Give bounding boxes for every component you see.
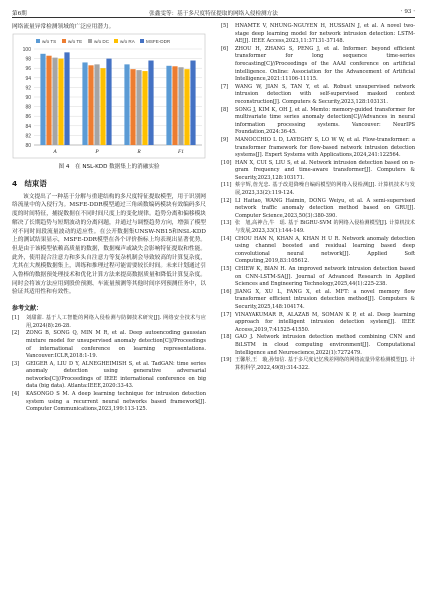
reference-number: [10] [221,159,232,166]
left-column [12,23,206,414]
reference-number: [17] [221,311,232,318]
reference-number: [2] [12,330,20,337]
reference-text: GEIGER A, LIU D Y, ALNEGHEIMISH S, et al. TadGAN: time series anomaly detection using generative adversarial networks[C]//Proceedings of IEEE international conference on big data (big data). Atlanta:IEEE,2020:33-43. [26,360,206,390]
intro-line: 网络流量异常检测领域的广泛应用潜力。 [12,24,115,30]
bar [124,64,129,145]
legend-swatch [36,39,40,43]
figure-caption: 图 4 在 NSL-KDD 数据集上的消融实验 [58,163,160,170]
reference-number: [5] [221,23,229,29]
reference-number: [1] [12,315,20,322]
legend-swatch [62,39,66,43]
x-category-label: R [137,148,141,155]
reference-item [221,182,415,197]
legend-label: w/o DC [94,38,110,44]
conclusion-paragraph: 该文提出了一种基于分解与重建结构的多尺度特征提取模型，用于识别网络流量中的入侵行为。MSFE-DDR模型通过三角函数编码模块有效编码多尺度的时间特征，捕捉数据在不同时间尺度上的变化规律。趋势分离和偏移模块解决了长期趋势与短期波动的分离问题，并通过与调整趋势方向，增强了模型对不同时间段流量波动的适应性。在公开数据集UNSW-NB15和NSL-KDD上的测试结果显示，MSFE-DDR模型在各个评价指标上均表现出显著优势。但是由于该模型依赖高质量的数据，数据噪声或缺失会影响特征提取和性能。此外，使用混合注意力和多头自注意力等复杂机制会导致较高的计算复杂度，尤其在大规模数据集上，训练和推理过程可能需要较长时间。未来计划通过引入鲁棒的数据预处理技术和优化计算方法来提高数据质量和降低计算复杂度。同时会将该方法应用到股价预测、车流量预测等其他时间序列预测任务中，以验证其适用性和有效性。 [12,193,206,296]
header-rule [12,17,415,18]
reference-number: [19] [221,357,232,364]
reference-item [221,198,415,221]
reference-text: LI Haitao, WANG Haimin, DONG Weiyu, et al. A semi-supervised network traffic anomaly detection method based on GRU[J]. Computer Science,2023,50(3):380-390. [235,197,415,219]
bar [82,62,87,145]
y-tick-label: 98 [25,56,31,63]
reference-item [221,46,415,84]
bar [166,66,171,145]
bar [184,69,189,145]
reference-item [12,361,206,391]
reference-item [221,236,415,266]
reference-item [221,312,415,335]
reference-text: 张 旭,高神合,牛 瑶. 基于 BiGRU-SVM 的网络入侵检测模型[J]. 计算机技术与发展,2023,33(1):144-149. [235,220,415,235]
bar [46,55,51,144]
ablation-chart [12,33,206,159]
ablation-chart-svg [12,33,206,159]
reference-text: ZONG B, SONG Q, MIN M R, et al. Deep autoencoding gaussian mixture model for unsupervised anomaly detection[C]//Proceedings of international conference on learning representations. Vancouver:ICLR,2018:1-19. [26,330,206,360]
legend-label: w/o TE [68,38,83,44]
reference-text: SONG J, KIM K, OH J, et al. Memto: memory-guided transformer for multivariate time series anomaly detection[C]//Advances in neural information processing systems. Vancouver: NeurIPS Foundation,2024:36-45. [235,106,415,136]
reference-number: [3] [12,360,20,367]
reference-number: [13] [221,220,232,227]
reference-item [221,107,415,137]
legend-label: MSFE-DDR [146,38,171,44]
bar [64,52,69,145]
y-tick-label: 80 [25,142,31,149]
y-tick-label: 96 [25,65,31,72]
reference-text: VINAYAKUMAR R, ALAZAB M, SOMAN K P, et al. Deep learning approach for intelligent intrusion detection system[J]. IEEE Access,2019,7:41525-41550. [235,311,415,333]
reference-text: WANG W, JIAN S, TAN Y, et al. Robust unsupervised network intrusion detection with self-supervised masked context reconstruction[J]. Computers & Security,2023,128:103131. [235,83,415,105]
running-title: 张鑫雯等：基于多尺度特征提取的网络入侵检测方法 [149,11,278,17]
reference-text: ZHOU H, ZHANG S, PENG J, et al. Informer: beyond efficient transformer for long sequence time-series forecasting[C]//Proceedings of the AAAI conference on artificial intelligence. Online: Association for the Advancement of Artificial Intelligence,2021:11106-11115. [235,45,415,83]
reference-number: [14] [221,235,232,242]
reference-list-left [12,315,206,414]
bar [94,64,99,145]
reference-item [221,137,415,160]
reference-item [221,160,415,183]
reference-number: [15] [221,266,232,272]
reference-text: 刘甜甜. 基于人工智能的网络入侵检测与防御技术研究[J]. 网络安全技术与应用,2024(8):26-28. [26,315,206,329]
reference-number: [6] [221,45,229,52]
bar [58,58,63,144]
reference-text: 王馨彤,王 璇,孙知信. 基于多尺度记忆残差网络的网络流量异常检测模型[J]. 计算机科学,2022,49(8):314-322. [235,357,415,371]
references-heading: 参考文献： [12,305,43,313]
issue-number: 第6期 [12,11,27,17]
reference-number: [9] [221,136,229,143]
reference-number: [8] [221,106,229,113]
reference-item [221,289,415,312]
reference-item [12,391,206,414]
y-tick-label: 90 [25,94,31,101]
reference-text: KASONGO S M. A deep learning technique for intrusion detection system using a recurrent neural networks based framework[J]. Computer Communications,2023,199:113-125. [26,391,206,413]
bar [136,70,141,145]
reference-number: [11] [221,182,232,189]
legend-label: w/o RA [120,38,135,44]
y-tick-label: 100 [22,46,31,53]
bar [190,60,195,144]
y-tick-label: 86 [25,113,31,120]
bar [148,60,153,144]
reference-item [12,330,206,360]
y-tick-label: 92 [25,85,31,92]
reference-number: [18] [221,334,232,341]
y-tick-label: 82 [25,133,31,140]
reference-text: HNAMTE V, NHUNG-NGUYEN H, HUSSAIN J, et al. A novel two-stage deep learning model for network intrusion detection: LSTM-AE[J]. IEEE Access,2023,11:37131-37148. [235,23,415,45]
legend-swatch [88,39,92,43]
reference-text: 蔡宇辉,詹光忠. 基于改进降噪自编码模型的网络入侵检测[J]. 计算机技术与发展,2023,33(2):119-124. [235,182,415,197]
bar [142,71,147,145]
y-tick-label: 94 [25,75,31,82]
reference-item [221,84,415,107]
reference-item [221,357,415,372]
reference-item [221,220,415,235]
reference-list-right [221,23,415,372]
reference-item [12,315,206,330]
reference-text: HAN X, CUI S, LIU S, et al. Network intrusion detection based on n-gram frequency and time-aware transformer[J]. Computers & Security,2023,128:103171. [235,159,415,181]
x-category-label: A [53,148,57,155]
reference-item [221,334,415,357]
legend-swatch [140,39,144,43]
bar [106,58,111,144]
reference-text: GAO J. Network intrusion detection method combining CNN and BiLSTM in cloud computing environment[J]. Computational Intelligence and Neuroscience,2022(1):7272479. [235,334,415,356]
x-category-label: P [95,148,99,155]
bar [100,68,105,145]
legend-swatch [114,39,118,43]
section-heading: 4 结束语 [12,178,47,188]
reference-text: JIANG X, XU L, FANG X, et al. MFT: a novel memory flow transformer efficient intrusion detection method[J]. Computers & Security,2025,148:104174. [235,288,415,310]
bar [172,66,177,145]
reference-number: [16] [221,288,232,295]
reference-text: CHIEW K, BIAN H. An improved network intrusion detection based on CNN-LSTM-SA[J]. Journal of Advanced Research in Applied Sciences and Engineering Technology,2025,44(1):225-238. [235,266,415,288]
bar [178,67,183,145]
legend-label: w/o TS [42,38,57,44]
bar [88,65,93,145]
bar [130,69,135,145]
reference-number: [4] [12,391,20,398]
y-tick-label: 88 [25,104,31,111]
reference-text: MANOCCHIO L D, LAYEGHY S, LO W W, et al. Flow-transformer: a transformer framework for flow-based network intrusion detection systems[J]. Expert Systems with Applications,2024,241:122564. [235,136,415,159]
reference-number: [12] [221,197,232,204]
reference-item [221,266,415,289]
reference-number: [7] [221,83,229,90]
y-tick-label: 84 [25,123,31,130]
x-category-label: F1 [178,148,184,155]
bar [40,54,45,145]
right-column [221,23,415,372]
reference-text: CHOU HAN N, KHAN A, KHAN H U R. Network anomaly detection using channel boosted and residual learning based deep convolutional neural network[J]. Applied Soft Computing,2019,83:105612. [235,235,415,265]
page-number: · 93 · [400,9,415,15]
reference-item [221,23,415,46]
bar [52,57,57,144]
